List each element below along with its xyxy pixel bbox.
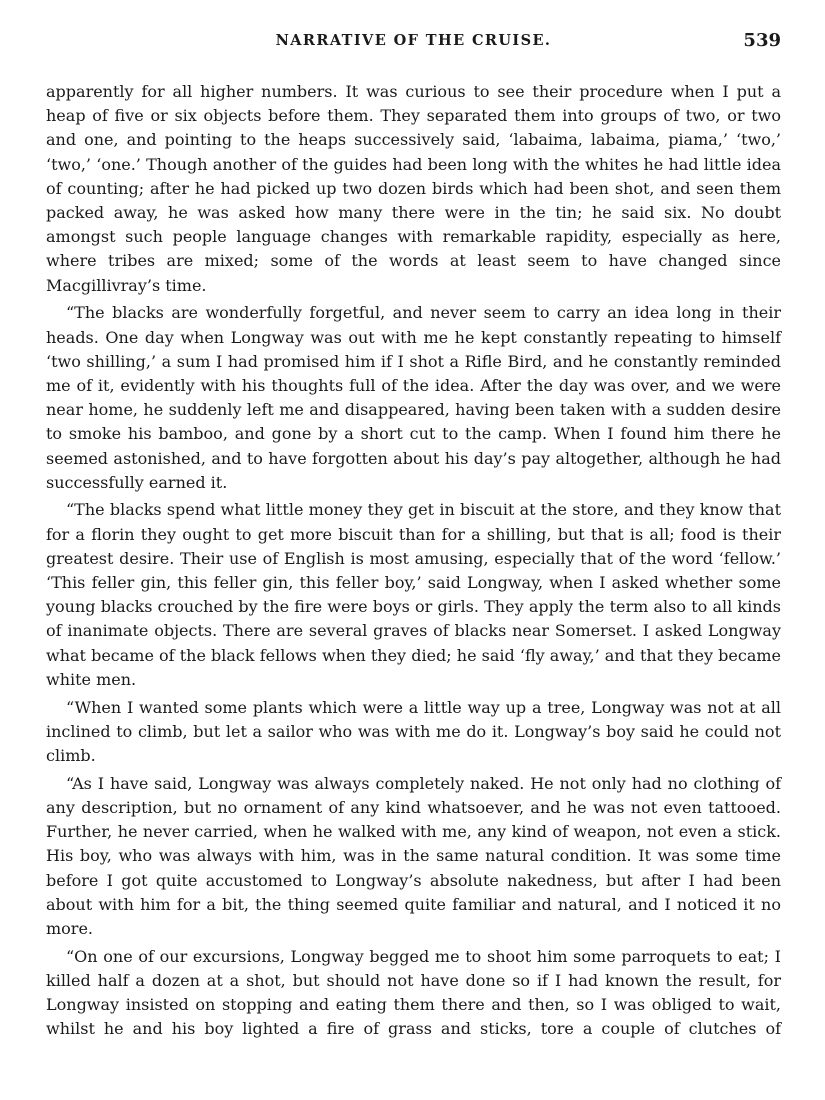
body-text	[46, 80, 781, 1041]
paragraph-1: apparently for all higher numbers. It was curious to see their procedure when I put a heap of five or six objects before them. They separated them into groups of two, or two and one, and pointing to the heaps successively said, ‘labaima, labaima, piama,’ ‘two,’ ‘two,’ ‘one.’ Though another of the guides had been long with the whites he had little idea of counting; after he had picked up two dozen birds which had been shot, and seen them packed away, he was asked how many there were in the tin; he said six. No doubt amongst such people language changes with remarkable rapidity, especially as here, where tribes are mixed; some of the words at least seem to have changed since Macgillivray’s time.	[46, 82, 781, 295]
running-head-title: NARRATIVE OF THE CRUISE.	[275, 32, 552, 49]
paragraph-4: “When I wanted some plants which were a little way up a tree, Longway was not at all inclined to climb, but let a sailor who was with me do it. Longway’s boy said he could not climb.	[46, 697, 781, 765]
paragraph-6: “On one of our excursions, Longway begged me to shoot him some parroquets to eat; I killed half a dozen at a shot, but should not have done so if I had known the result, for Longway insisted on stopping and eating them there and then, so I was obliged to wait, whilst he and his boy lighted a fire of grass and sticks, tore a couple of clutches of	[46, 946, 781, 1039]
paragraph-5: “As I have said, Longway was always completely naked. He not only had no clothing of any description, but no ornament of any kind whatsoever, and he was not even tattooed. Further, he never carried, when he walked with me, any kind of weapon, not even a stick. His boy, who was always with him, was in the same natural condition. It was some time before I got quite accustomed to Longway’s absolute nakedness, but after I had been about with him for a bit, the thing seemed quite familiar and natural, and I noticed it no more.	[46, 773, 781, 938]
running-head	[46, 28, 781, 58]
book-page	[46, 28, 781, 1045]
page-number: 539	[743, 30, 781, 51]
paragraph-2: “The blacks are wonderfully forgetful, and never seem to carry an idea long in their heads. One day when Longway was out with me he kept constantly repeating to himself ‘two shilling,’ a sum I had promised him if I shot a Rifle Bird, and he constantly reminded me of it, evidently with his thoughts full of the idea. After the day was over, and we were near home, he suddenly left me and disappeared, having been taken with a sudden desire to smoke his bamboo, and gone by a short cut to the camp. When I found him there he seemed astonished, and to have forgotten about his day’s pay altogether, although he had successfully earned it.	[46, 303, 781, 492]
paragraph-3: “The blacks spend what little money they get in biscuit at the store, and they know that for a florin they ought to get more biscuit than for a shilling, but that is all; food is their greatest desire. Their use of English is most amusing, especially that of the word ‘fellow.’ ‘This feller gin, this feller gin, this feller boy,’ said Longway, when I asked whether some young blacks crouched by the fire were boys or girls. They apply the term also to all kinds of inanimate objects. There are several graves of blacks near Somerset. I asked Longway what became of the black fellows when they died; he said ‘fly away,’ and that they became white men.	[46, 500, 781, 689]
